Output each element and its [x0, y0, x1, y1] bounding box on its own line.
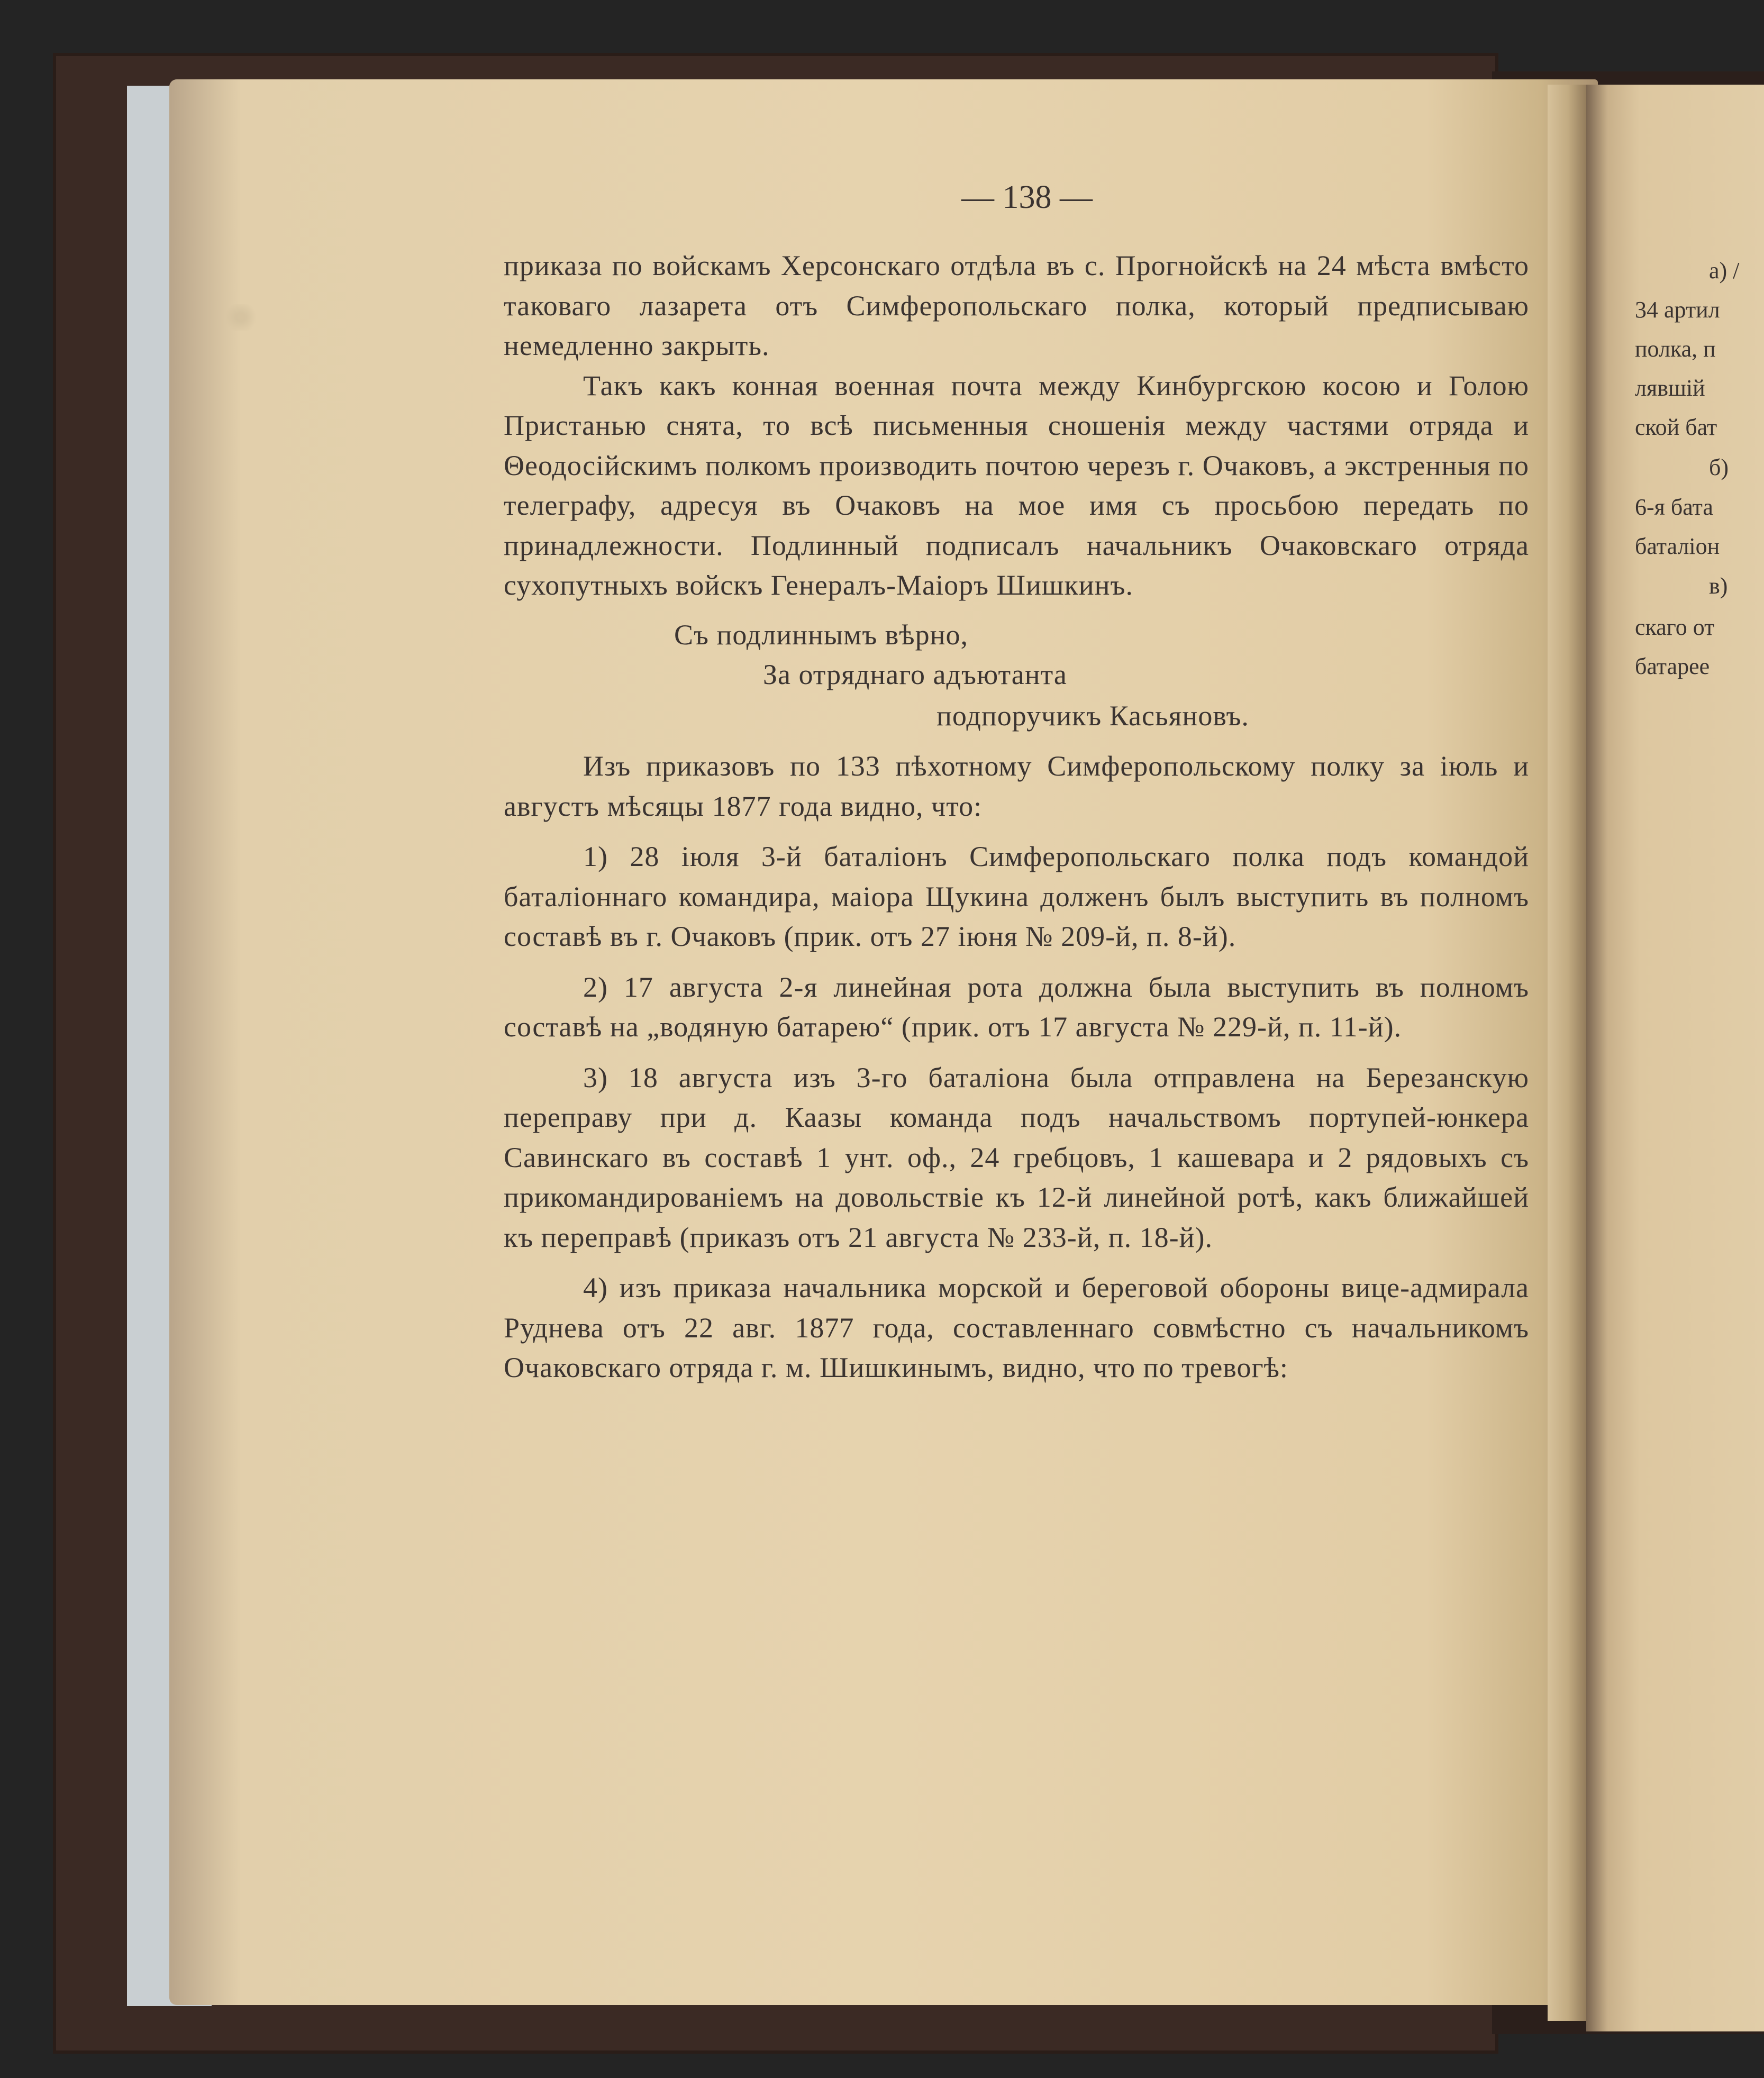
right-page-fragment: баталіон — [1635, 533, 1720, 559]
paragraph: Такъ какъ конная военная почта между Кинбургскою косою и Голою Пристанью снята, то всѣ письменныя сношенія между частями отряда и Θеодосійскимъ полкомъ производить почтою черезъ г. Очаковъ, а экстренныя по телеграфу, адресуя въ Очаковъ на мое имя съ просьбою передать по принадлежности. Подлинный подписалъ начальникъ Очаковскаго отряда сухопутныхъ войскъ Генералъ-Маіоръ Шишкинъ. — [504, 369, 1529, 601]
signature-line: За отряднаго адъютанта — [763, 659, 1067, 690]
right-page-fragment: скаго от — [1635, 614, 1715, 640]
right-page-fragment: в) — [1709, 573, 1728, 599]
list-item: 4) изъ приказа начальника морской и береговой обороны вице-адмирала Руднева отъ 22 авг. 1877 года, составленнаго совмѣстно съ начальникомъ Очаковскаго отряда г. м. Шишкинымъ, видно, что по тревогѣ: — [504, 1272, 1529, 1383]
paper-stain — [222, 304, 259, 331]
right-page-fragment: а) / — [1709, 258, 1740, 284]
signature-name: подпоручикъ Касьяновъ. — [936, 699, 1249, 732]
right-page-fragment: б) — [1709, 454, 1729, 480]
right-page-fragment: 34 артил — [1635, 297, 1720, 323]
right-page-fragment: ской бат — [1635, 414, 1717, 440]
list-item: 3) 18 августа изъ 3-го баталіона была отправлена на Березанскую переправу при д. Каазы команда подъ начальствомъ портупей-юнкера Савинскаго въ составѣ 1 унт. оф., 24 гребцовъ, 1 кашевара и 2 рядовыхъ съ прикомандированіемъ на довольствіе къ 12-й линейной ротѣ, какъ ближайшей къ переправѣ (приказъ отъ 21 августа № 233-й, п. 18-й). — [504, 1061, 1529, 1253]
right-page-fragment: полка, п — [1635, 336, 1716, 362]
right-page-fragment: лявшій — [1635, 375, 1705, 401]
page-number: — 138 — — [961, 179, 1093, 215]
right-page — [1586, 85, 1764, 2031]
right-page-fragment: 6-я бата — [1635, 494, 1713, 520]
paragraph: Изъ приказовъ по 133 пѣхотному Симферопольскому полку за іюль и августъ мѣсяцы 1877 года видно, что: — [504, 750, 1529, 822]
right-page-fragment: батарее — [1635, 653, 1710, 679]
list-item: 2) 17 августа 2-я линейная рота должна была выступить въ полномъ составѣ на „водяную батарею“ (прик. отъ 17 августа № 229-й, п. 11-й). — [504, 971, 1529, 1043]
paragraph: приказа по войскамъ Херсонскаго отдѣла въ с. Прогнойскѣ на 24 мѣста вмѣсто таковаго лазарета отъ Симферопольскаго полка, который предписываю немедленно закрыть. — [504, 250, 1529, 361]
page-text — [504, 172, 1529, 1388]
signature-line: Съ подлиннымъ вѣрно, — [674, 618, 968, 651]
list-item: 1) 28 іюля 3-й баталіонъ Симферопольскаго полка подъ командой баталіоннаго командира, маіора Щукина долженъ былъ выступить въ полномъ составѣ въ г. Очаковъ (прик. отъ 27 іюня № 209-й, п. 8-й). — [504, 841, 1529, 952]
